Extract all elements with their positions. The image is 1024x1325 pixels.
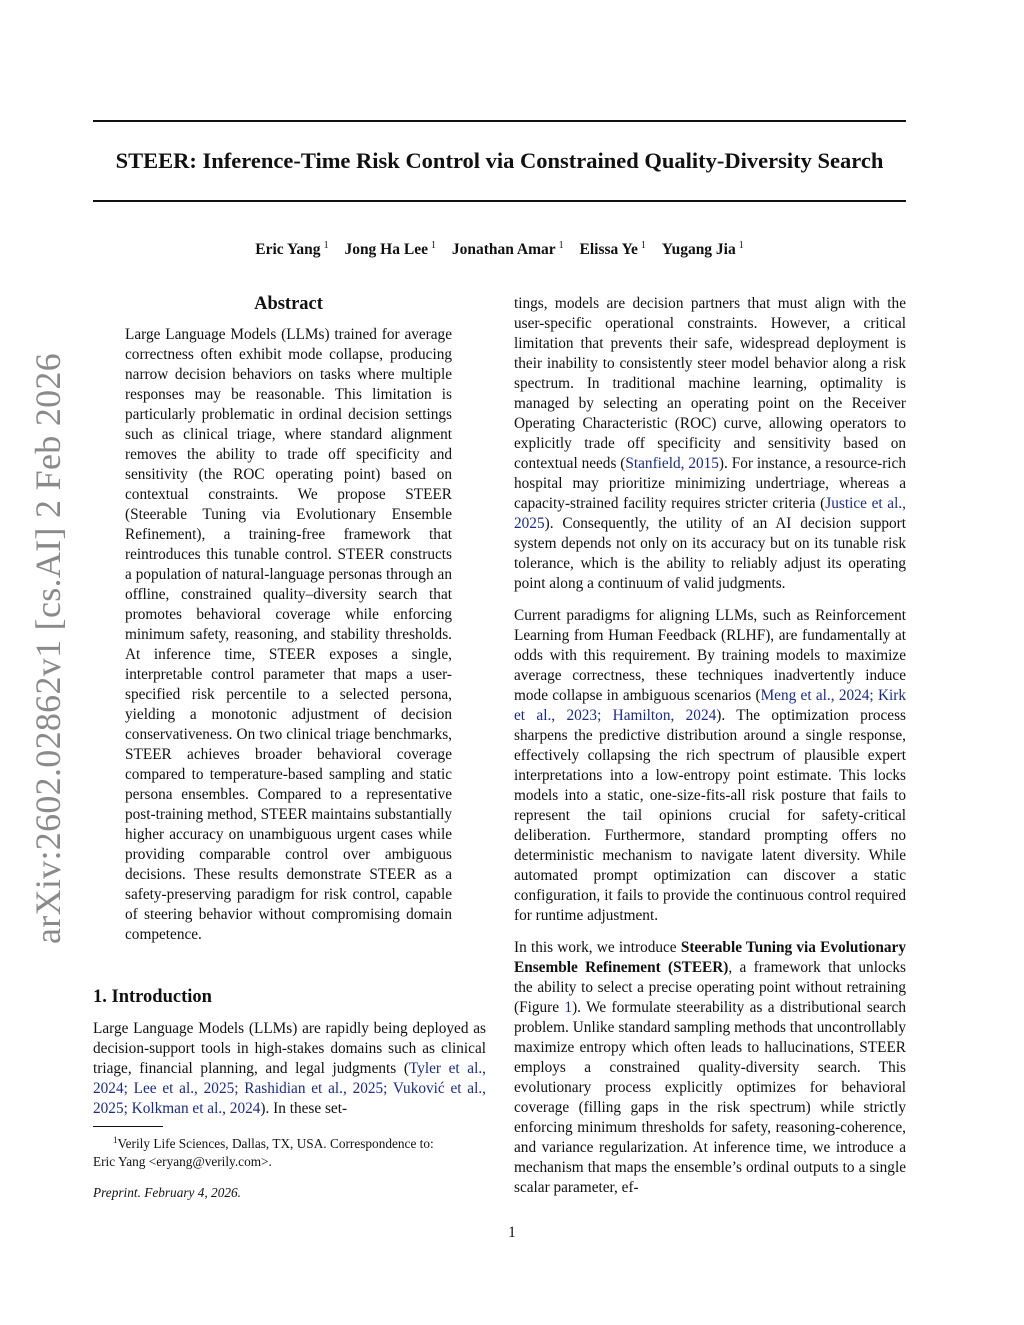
right-column [514, 294, 906, 1210]
footnote: $^1$Verily Life Sciences, Dallas, TX, USA. Correspondence to: Eric Yang <eryang@verily.com>. [93, 1135, 434, 1169]
author: Yugang Jia $^1$ [661, 240, 744, 258]
arxiv-identifier: arXiv:2602.02862v1 [cs.AI] 2 Feb 2026 [28, 352, 68, 944]
title-top-rule [93, 120, 906, 122]
paper-title: STEER: Inference-Time Risk Control via Constrained Quality-Diversity Search [115, 148, 884, 173]
citation-link[interactable]: Meng et al., 2024; Kirk et al., 2023; Hamilton, 2024 [514, 687, 906, 724]
citation-link[interactable]: Tyler et al., 2024; Lee et al., 2025; Rashidian et al., 2025; Vuković et al., 2025; Kolkman et al., 2024 [93, 1060, 486, 1117]
footnote-rule [93, 1126, 163, 1127]
author-list [93, 236, 906, 260]
author: Elissa Ye $^1$ [579, 240, 646, 258]
citation-link[interactable]: Justice et al., 2025 [514, 495, 906, 532]
introduction-heading: 1. Introduction [93, 987, 212, 1007]
title-bottom-rule [93, 200, 906, 202]
intro-paragraph-2: tings, models are decision partners that must align with the user-specific operational constraints. However, a critical limitation that prevents their safe, widespread deployment is their inability to consistently steer model behavior along a risk spectrum. In traditional machine learning, optimality is managed by selecting an operating point on the Receiver Operating Characteristic (ROC) curve, allowing operators to explicitly trade off specificity and sensitivity based on contextual needs (Stanfield, 2015). For instance, a resource-rich hospital may prioritize minimizing undertriage, whereas a capacity-strained facility requires stricter criteria (Justice et al., 2025). Consequently, the utility of an AI decision support system depends not only on its accuracy but on its tunable risk tolerance, which is the ability to reliably adjust its operating point along a continuum of valid judgments. [514, 295, 906, 592]
intro-paragraph-3: Current paradigms for aligning LLMs, such as Reinforcement Learning from Human Feedback (RLHF), are fundamentally at odds with this requirement. By training models to maximize average correctness, these techniques inadvertently induce mode collapse in ambiguous scenarios (Meng et al., 2024; Kirk et al., 2023; Hamilton, 2024). The optimization process sharpens the predictive distribution around a single response, effectively collapsing the rich spectrum of plausible expert interpretations into a low-entropy point estimate. This locks models into a static, one-size-fits-all risk posture that fails to represent the tail opinions crucial for safety-critical deliberation. Furthermore, standard prompting offers no deterministic mechanism to navigate latent diversity. While automated prompt optimization can discover a static configuration, it fails to provide the continuous control required for runtime adjustment. [514, 607, 906, 924]
abstract-heading: Abstract [254, 294, 323, 314]
preprint-note: Preprint. February 4, 2026. [93, 1185, 241, 1200]
author: Eric Yang $^1$ [255, 240, 329, 258]
intro-paragraph-1: Large Language Models (LLMs) are rapidly being deployed as decision-support tools in high-stakes domains such as clinical triage, financial planning, and legal judgments (Tyler et al., 2024; Lee et al., 2025; Rashidian et al., 2025; Vuković et al., 2025; Kolkman et al., 2024). In these set- [93, 1020, 486, 1117]
author: Jonathan Amar $^1$ [451, 240, 564, 258]
page-number: 1 [508, 1224, 516, 1241]
author: Jong Ha Lee $^1$ [344, 240, 436, 258]
figure-link[interactable]: 1 [564, 999, 573, 1016]
intro-paragraph-4: In this work, we introduce Steerable Tuning via Evolutionary Ensemble Refinement (STEER), a framework that unlocks the ability to select a precise operating point without retraining (Figure 1). We formulate steerability as a distributional search problem. Unlike standard sampling methods that uncontrollably maximize entropy which often leads to hallucinations, STEER employs a constrained quality-diversity search. This evolutionary process explicitly optimizes for behavioral coverage (filling gaps in the risk spectrum) while strictly enforcing minimum thresholds for safety, reasoning-coherence, and variance regularization. At inference time, we introduce a mechanism that maps the ensemble’s ordinal outputs to a single scalar parameter, ef- [514, 939, 907, 1196]
abstract-text: Large Language Models (LLMs) trained for average correctness often exhibit mode collapse, producing narrow decision behaviors on tasks where multiple responses may be reasonable. This limitation is particularly problematic in ordinal decision settings such as clinical triage, where standard alignment removes the ability to trade off specificity and sensitivity (the ROC operating point) based on contextual constraints. We propose STEER (Steerable Tuning via Evolutionary Ensemble Refinement), a training-free framework that reintroduces this tunable control. STEER constructs a population of natural-language personas through an offline, constrained quality–diversity search that promotes behavioral coverage while enforcing minimum safety, reasoning, and stability thresholds. At inference time, STEER exposes a single, interpretable control parameter that maps a user-specified risk percentile to a selected persona, yielding a monotonic adjustment of decision conservativeness. On two clinical triage benchmarks, STEER achieves broader behavioral coverage compared to temperature-based sampling and static persona ensembles. Compared to a representative post-training method, STEER maintains substantially higher accuracy on unambiguous urgent cases while providing comparable control over ambiguous decisions. These results demonstrate STEER as a safety-preserving paradigm for risk control, capable of steering behavior without compromising domain competence. [125, 326, 452, 943]
citation-link[interactable]: Stanfield, 2015 [625, 455, 719, 472]
